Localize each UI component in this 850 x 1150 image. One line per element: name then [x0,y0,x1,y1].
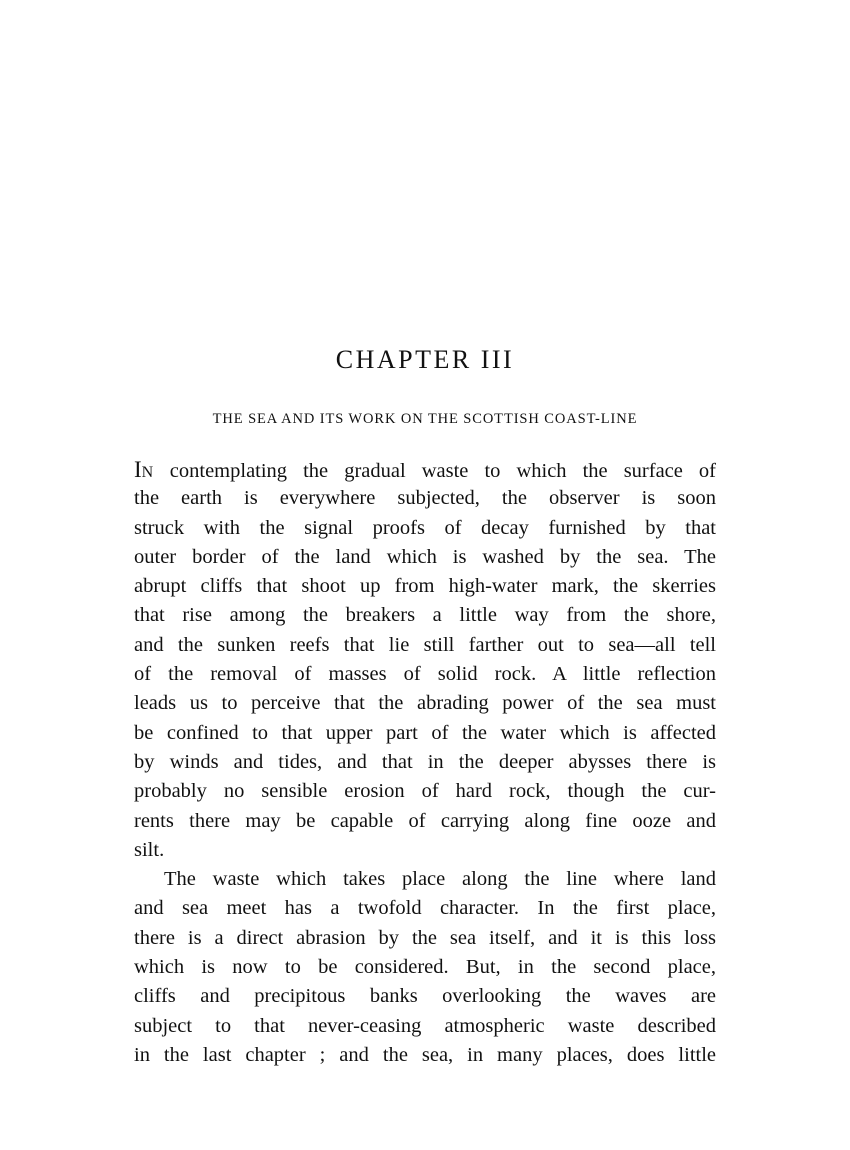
text-line: The waste which takes place along the line where land [164,868,716,891]
drop-initial: I [134,457,142,482]
text-line: and the sunken reefs that lie still farther out to sea—all tell [134,633,716,656]
text-line: abrupt cliffs that shoot up from high-water mark, the skerries [134,575,716,598]
text-line: probably no sensible erosion of hard rock, though the cur- [134,780,716,803]
text-line: struck with the signal proofs of decay furnished by that [134,516,716,539]
text-line: subject to that never-ceasing atmospheric waste described [134,1014,716,1037]
text-line: be confined to that upper part of the water which is affected [134,721,716,744]
text-line: IN contemplating the gradual waste to which the surface of [134,457,716,482]
chapter-title: CHAPTER III [335,345,515,374]
text-line: silt. [134,838,165,861]
chapter-body [134,455,716,1070]
text-line: by winds and tides, and that in the deeper abysses there is [134,750,716,773]
text-line: outer border of the land which is washed by the sea. The [134,545,716,568]
chapter-subtitle: THE SEA AND ITS WORK ON THE SCOTTISH COAST-LINE [212,411,638,427]
text-line: of the removal of masses of solid rock. A little reflection [134,663,716,686]
text-line: there is a direct abrasion by the sea itself, and it is this loss [134,926,716,949]
text-line: rents there may be capable of carrying along fine ooze and [134,809,716,832]
paragraph-2 [134,865,716,1070]
text-line: in the last chapter ; and the sea, in many places, does little [134,1043,716,1066]
paragraph-1 [134,455,716,865]
text-line: leads us to perceive that the abrading power of the sea must [134,692,716,715]
text-line: and sea meet has a twofold character. In the first place, [134,897,716,920]
text-line: that rise among the breakers a little way from the shore, [134,604,716,627]
drop-initial-rest: N [141,464,154,481]
text-line: which is now to be considered. But, in the second place, [134,956,716,979]
text-line: the earth is everywhere subjected, the observer is soon [134,487,716,510]
text-line: cliffs and precipitous banks overlooking the waves are [134,985,716,1008]
